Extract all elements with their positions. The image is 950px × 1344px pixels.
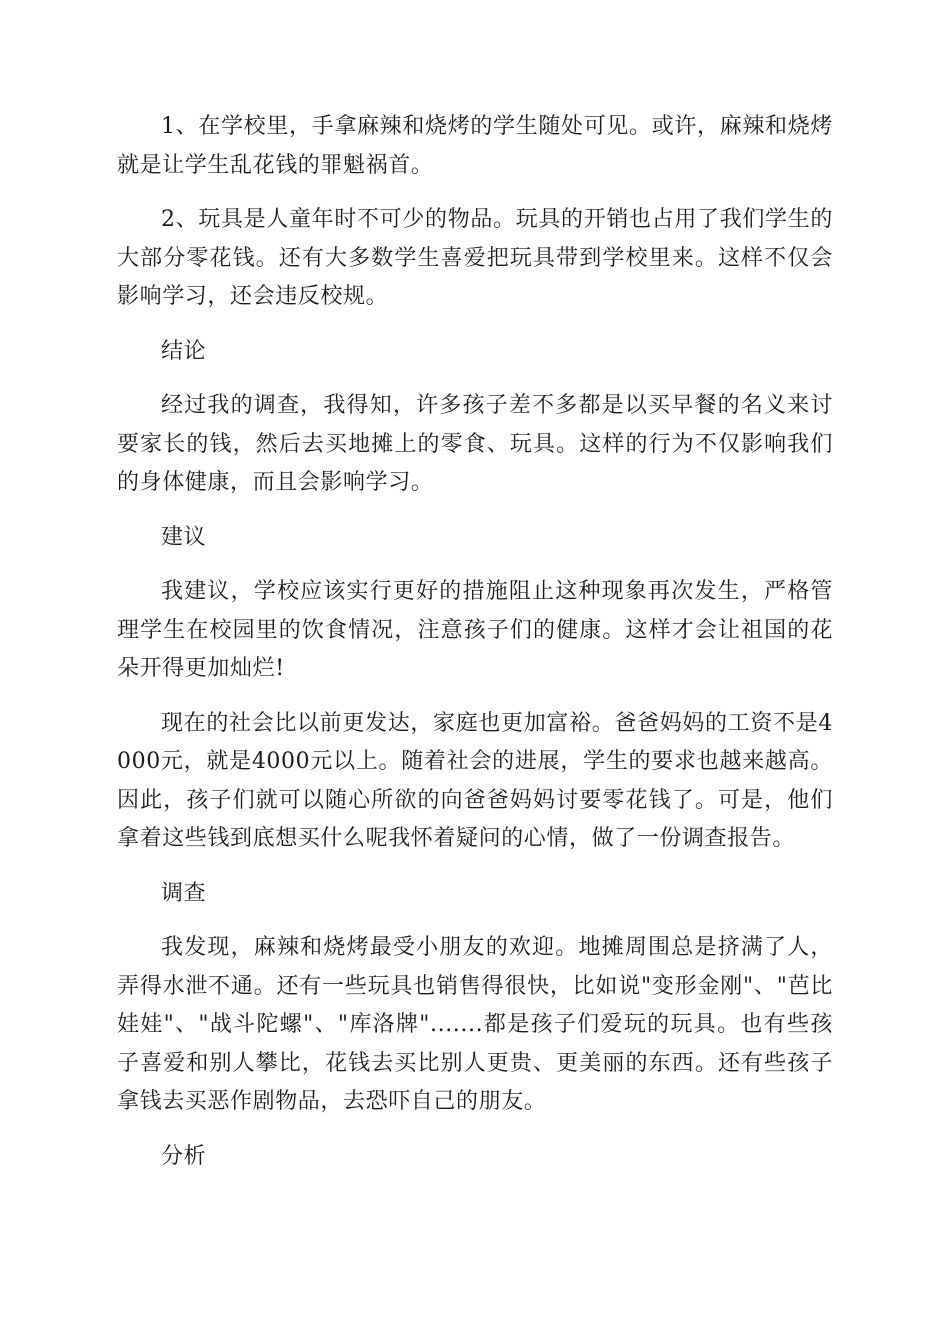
heading-analysis: 分析	[161, 1143, 207, 1169]
paragraph-snacks: 1、在学校里，手拿麻辣和烧烤的学生随处可见。或许，麻辣和烧烤就是让学生乱花钱的罪魁祸首。	[117, 114, 833, 178]
heading-investigation: 调查	[161, 880, 207, 906]
document-page	[117, 108, 833, 1192]
paragraph-conclusion: 经过我的调查，我得知，许多孩子差不多都是以买早餐的名义来讨要家长的钱，然后去买地摊上的零食、玩具。这样的行为不仅影响我们的身体健康，而且会影响学习。	[117, 393, 833, 495]
paragraph-suggestion: 我建议，学校应该实行更好的措施阻止这种现象再次发生，严格管理学生在校园里的饮食情况，注意孩子们的健康。这样才会让祖国的花朵开得更加灿烂!	[117, 579, 833, 681]
heading-conclusion: 结论	[161, 338, 207, 364]
heading-suggestion: 建议	[161, 524, 207, 550]
paragraph-investigation: 我发现，麻辣和烧烤最受小朋友的欢迎。地摊周围总是挤满了人，弄得水泄不通。还有一些玩具也销售得很快，比如说"变形金刚"、"芭比娃娃"、"战斗陀螺"、"库洛牌".......都是孩子们爱玩的玩具。也有些孩子喜爱和别人攀比，花钱去买比别人更贵、更美丽的东西。还有些孩子拿钱去买恶作剧物品，去恐吓自己的朋友。	[117, 935, 833, 1114]
paragraph-background: 现在的社会比以前更发达，家庭也更加富裕。爸爸妈妈的工资不是4000元，就是4000元以上。随着社会的进展，学生的要求也越来越高。因此，孩子们就可以随心所欲的向爸爸妈妈讨要零花钱了。可是，他们拿着这些钱到底想买什么呢我怀着疑问的心情，做了一份调查报告。	[117, 710, 833, 851]
paragraph-toys: 2、玩具是人童年时不可少的物品。玩具的开销也占用了我们学生的大部分零花钱。还有大多数学生喜爱把玩具带到学校里来。这样不仅会影响学习，还会违反校规。	[117, 207, 833, 309]
